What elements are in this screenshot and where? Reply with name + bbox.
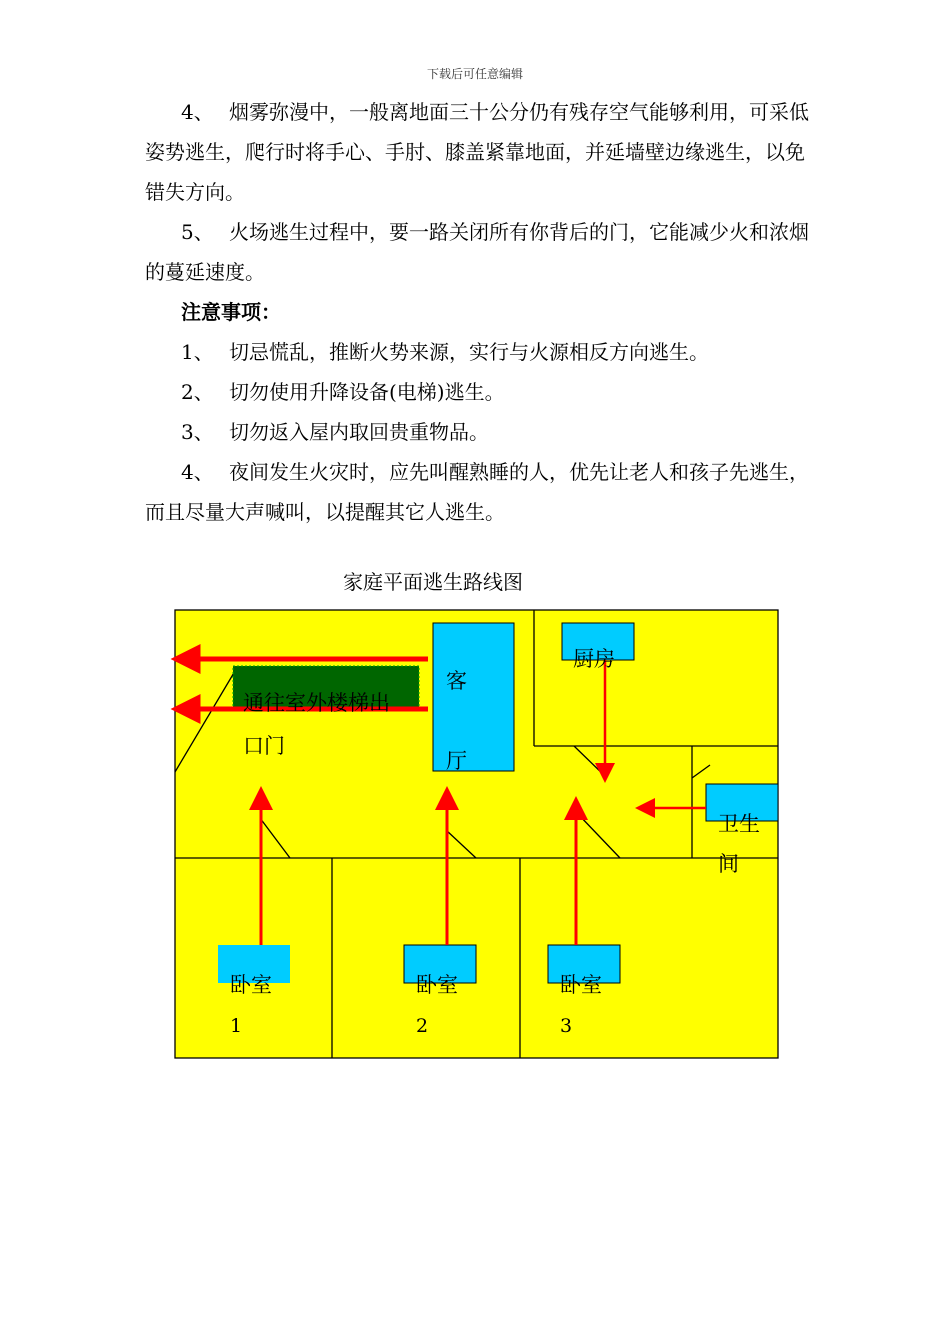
note-number: 4、: [181, 460, 214, 484]
note-3: [145, 412, 813, 452]
document-body: [145, 92, 813, 532]
note-text: 切忌慌乱，推断火势来源，实行与火源相反方向逃生。: [229, 340, 709, 364]
bedroom-3-label: 卧室: [560, 973, 602, 997]
note-text: 切勿使用升降设备(电梯)逃生。: [229, 380, 505, 404]
note-1: [145, 332, 813, 372]
note-4: [145, 452, 813, 532]
exit-label-line1: 通往室外楼梯出: [243, 691, 390, 715]
floor-plan-diagram: [160, 600, 790, 1070]
bedroom-3-number: 3: [560, 1015, 573, 1037]
paragraph-number: 5、: [181, 220, 214, 244]
bedroom-2-number: 2: [416, 1015, 429, 1037]
paragraph-text: 火场逃生过程中，要一路关闭所有你背后的门，它能减少火和浓烟的蔓延速度。: [145, 220, 809, 284]
note-text: 夜间发生火灾时，应先叫醒熟睡的人，优先让老人和孩子先逃生，而且尽量大声喊叫，以提醒其它人逃生。: [145, 460, 809, 524]
bathroom-label-2: 间: [718, 852, 739, 876]
bedroom-1-number: 1: [230, 1015, 243, 1037]
note-number: 2、: [181, 380, 214, 404]
bathroom-label-1: 卫生: [718, 812, 760, 836]
living-room-label-2: 厅: [446, 749, 467, 773]
note-number: 3、: [181, 420, 214, 444]
diagram-title: 家庭平面逃生路线图: [343, 570, 523, 594]
paragraph-text: 烟雾弥漫中，一般离地面三十公分仍有残存空气能够利用，可采低姿势逃生，爬行时将手心、手肘、膝盖紧靠地面，并延墙壁边缘逃生，以免错失方向。: [145, 100, 809, 204]
note-text: 切勿返入屋内取回贵重物品。: [229, 420, 489, 444]
kitchen-label: 厨房: [573, 647, 615, 671]
exit-label-line2: 口门: [243, 734, 285, 758]
bedroom-2-label: 卧室: [416, 973, 458, 997]
note-2: [145, 372, 813, 412]
page-header: 下载后可任意编辑: [426, 67, 523, 81]
paragraph-4: [145, 92, 813, 212]
notes-heading: 注意事项：: [181, 300, 281, 324]
note-number: 1、: [181, 340, 214, 364]
living-room-label-1: 客: [446, 669, 467, 693]
bedroom-1-label: 卧室: [230, 973, 272, 997]
paragraph-number: 4、: [181, 100, 214, 124]
paragraph-5: [145, 212, 813, 292]
